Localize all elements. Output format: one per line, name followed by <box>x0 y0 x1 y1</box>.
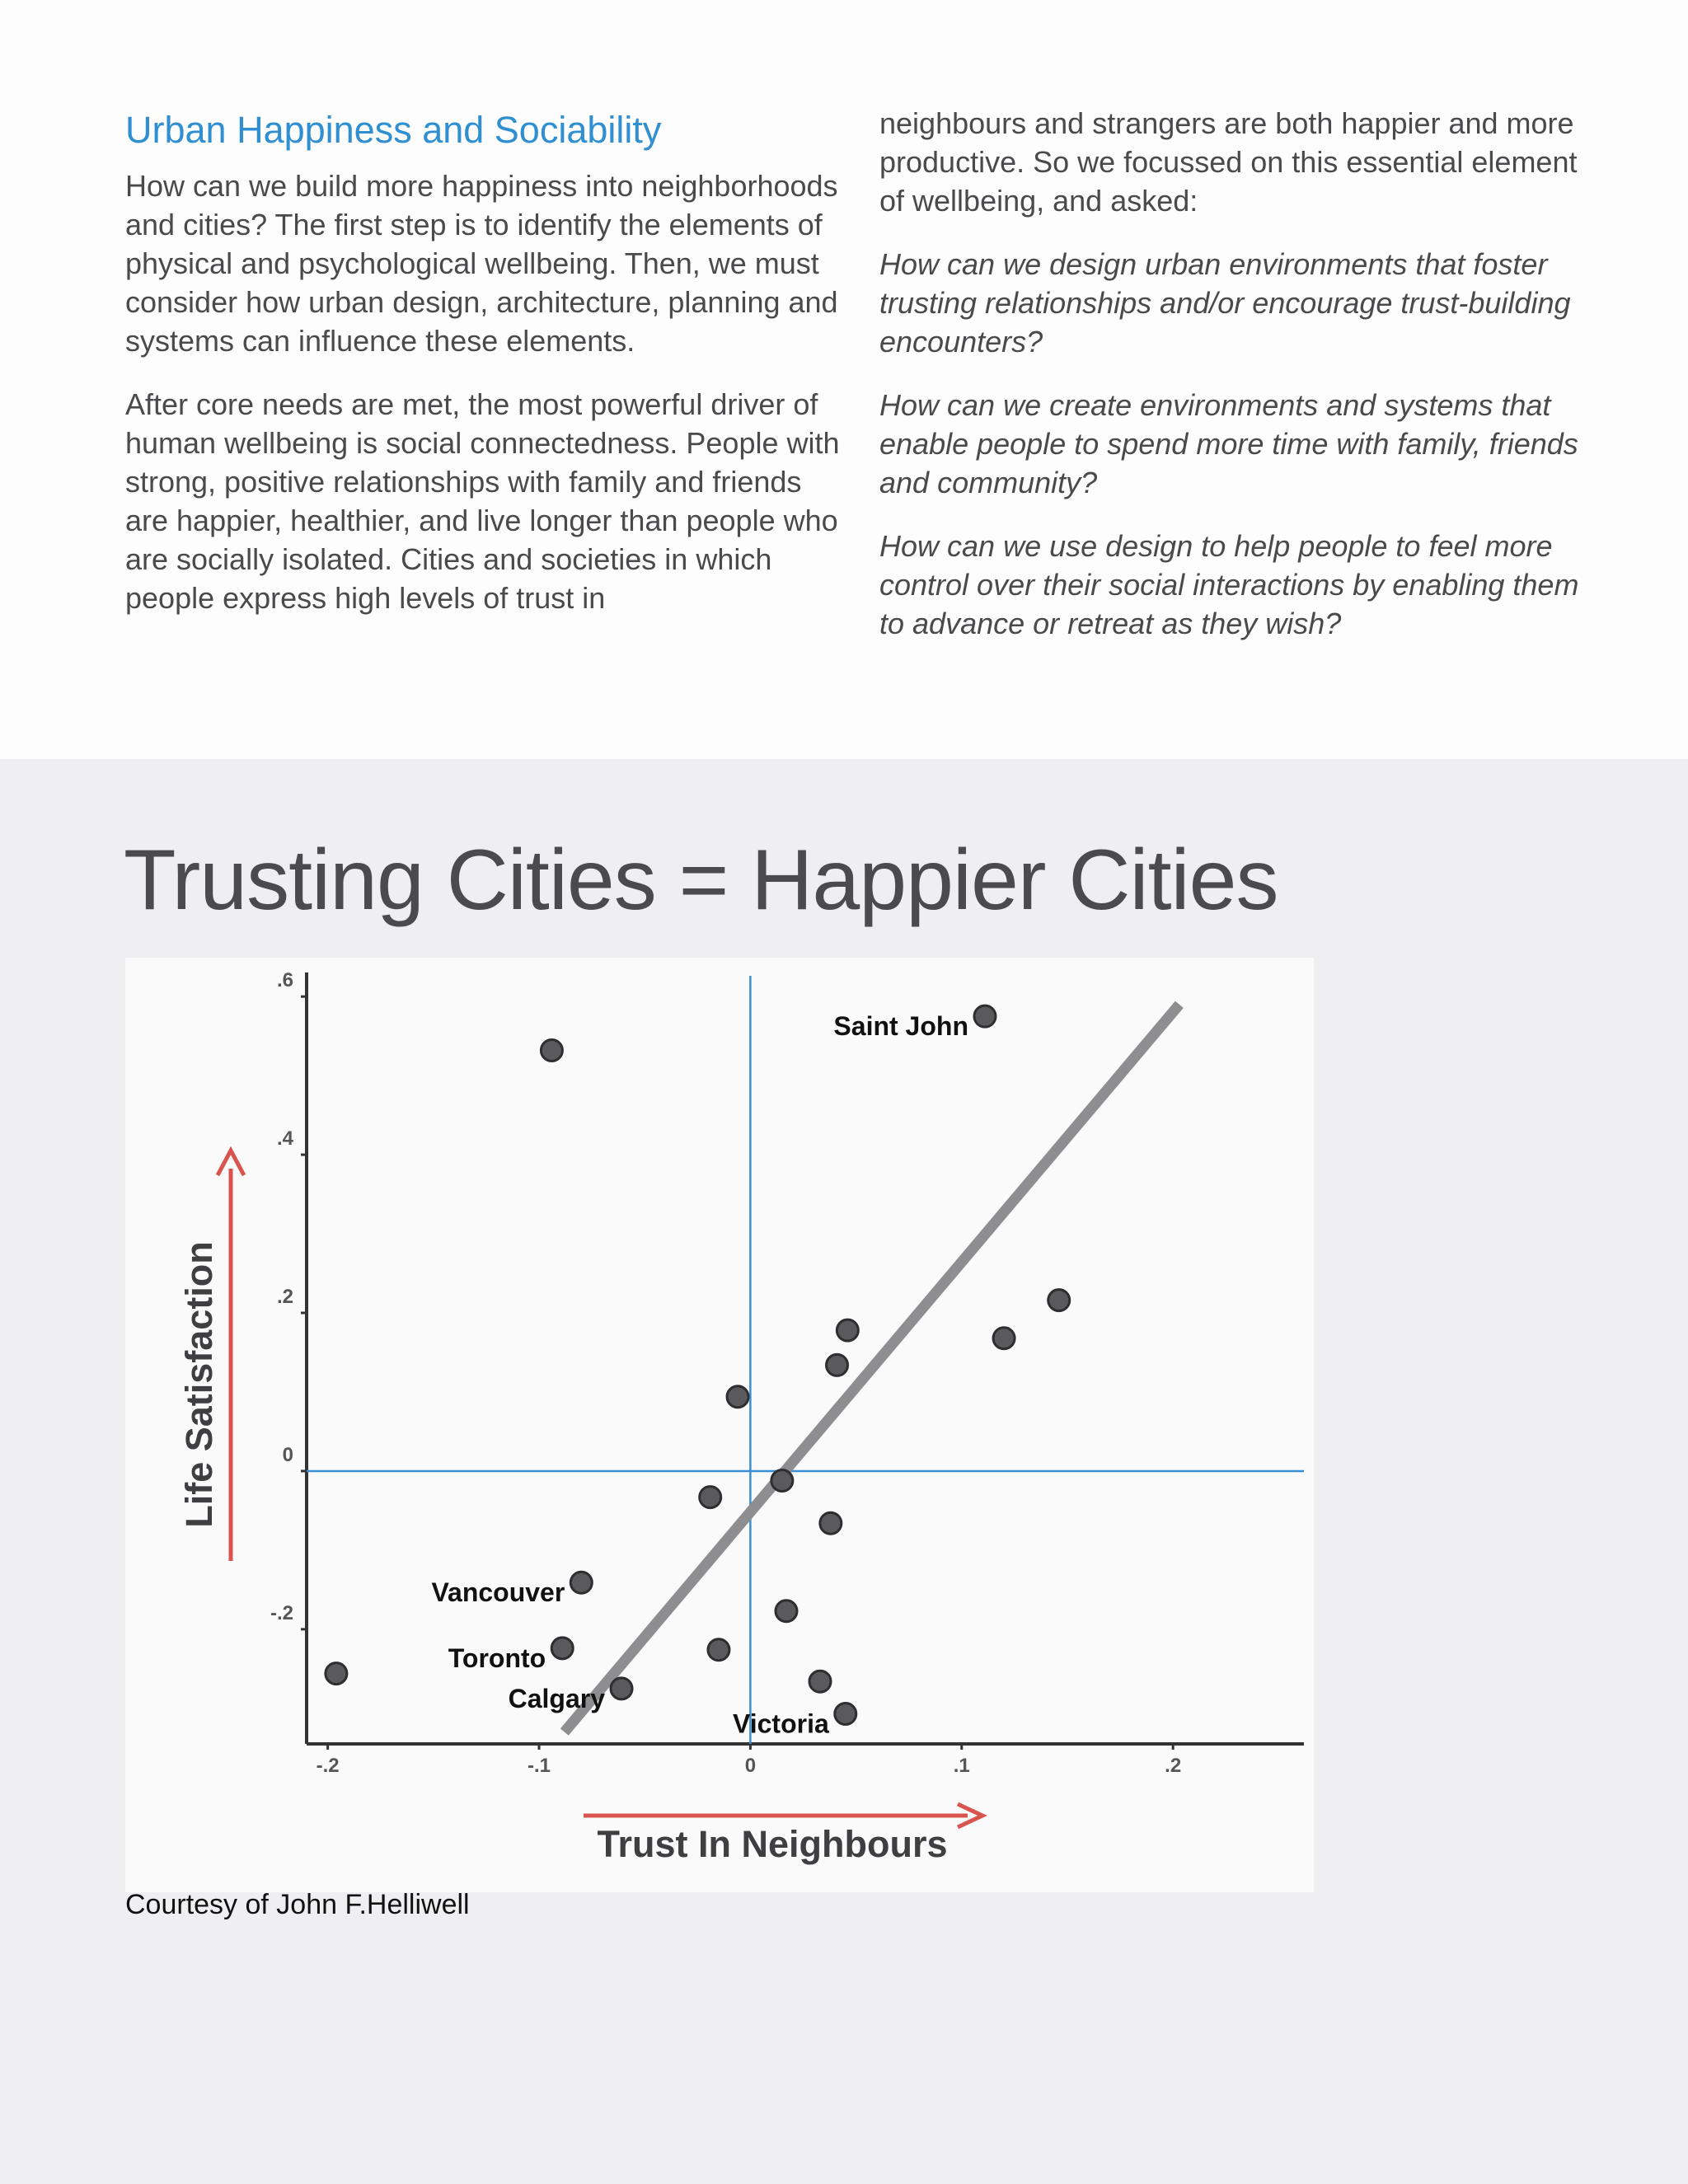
image-credit: Courtesy of John F.Helliwell <box>125 1889 470 1920</box>
data-point <box>326 1663 347 1685</box>
data-point <box>974 1005 996 1027</box>
article-heading: Urban Happiness and Sociability <box>125 109 662 151</box>
data-point <box>700 1487 721 1508</box>
x-tick-label: -.1 <box>528 1755 551 1777</box>
city-label: Vancouver <box>431 1577 565 1608</box>
question-trust: How can we design urban environments that foster trusting relationships and/or encourage trust-building encounters? <box>879 247 1571 359</box>
x-axis-title: Trust In Neighbours <box>597 1823 948 1865</box>
city-label: Saint John <box>833 1011 968 1042</box>
question-control: How can we use design to help people to feel more control over their social interactions by enabling them to advance or retreat as they wish? <box>879 529 1579 640</box>
x-tick-label: -.2 <box>316 1755 340 1777</box>
trend-line <box>565 1005 1179 1732</box>
data-point <box>551 1638 573 1659</box>
data-point <box>611 1678 632 1699</box>
data-point <box>570 1572 592 1593</box>
right-column <box>879 104 1588 668</box>
data-point <box>708 1639 729 1661</box>
y-tick-label: .4 <box>276 1127 293 1151</box>
chart-panel <box>125 958 1314 1892</box>
data-point <box>993 1328 1015 1349</box>
data-point <box>727 1386 748 1408</box>
y-axis-title: Life Satisfaction <box>178 1241 220 1528</box>
city-label: Toronto <box>448 1643 546 1673</box>
left-column <box>125 105 842 642</box>
data-point <box>776 1601 797 1622</box>
section-title: Trusting Cities = Happier Cities <box>124 832 1278 928</box>
paragraph-continued: neighbours and strangers are both happier and more productive. So we focussed on this essential element of wellbeing, and asked: <box>879 106 1578 218</box>
question-time: How can we create environments and systems that enable people to spend more time with family, friends and community? <box>879 388 1578 499</box>
scatter-chart <box>125 958 1314 1892</box>
data-point <box>820 1512 842 1534</box>
x-tick-label: 0 <box>744 1755 757 1777</box>
y-tick-label: .2 <box>276 1286 293 1309</box>
article-section <box>0 0 1688 759</box>
x-tick-label: .2 <box>1165 1755 1182 1777</box>
data-point <box>835 1704 856 1725</box>
y-tick-label: 0 <box>282 1443 293 1466</box>
data-point <box>837 1319 858 1341</box>
x-tick-label: .1 <box>953 1755 970 1777</box>
data-point <box>541 1039 562 1061</box>
paragraph-connectedness: After core needs are met, the most powerful driver of human wellbeing is social connectedness. People with strong, positive relationships with family and friends are happier, healthier, and live longer than people who are socially isolated. Cities and societies in which people express high levels of trust in <box>125 387 840 615</box>
data-point <box>809 1671 831 1692</box>
y-tick-label: .6 <box>276 969 293 992</box>
y-tick-label: -.2 <box>270 1601 293 1624</box>
city-label: Victoria <box>732 1708 829 1739</box>
city-label: Calgary <box>508 1683 606 1713</box>
data-point <box>827 1354 848 1376</box>
data-point <box>1048 1290 1070 1311</box>
paragraph-intro: How can we build more happiness into neighborhoods and cities? The first step is to identify the elements of physical and psychological wellbeing. Then, we must consider how urban design, architecture, planning and systems can influence these elements. <box>125 169 838 358</box>
data-point <box>771 1469 793 1491</box>
